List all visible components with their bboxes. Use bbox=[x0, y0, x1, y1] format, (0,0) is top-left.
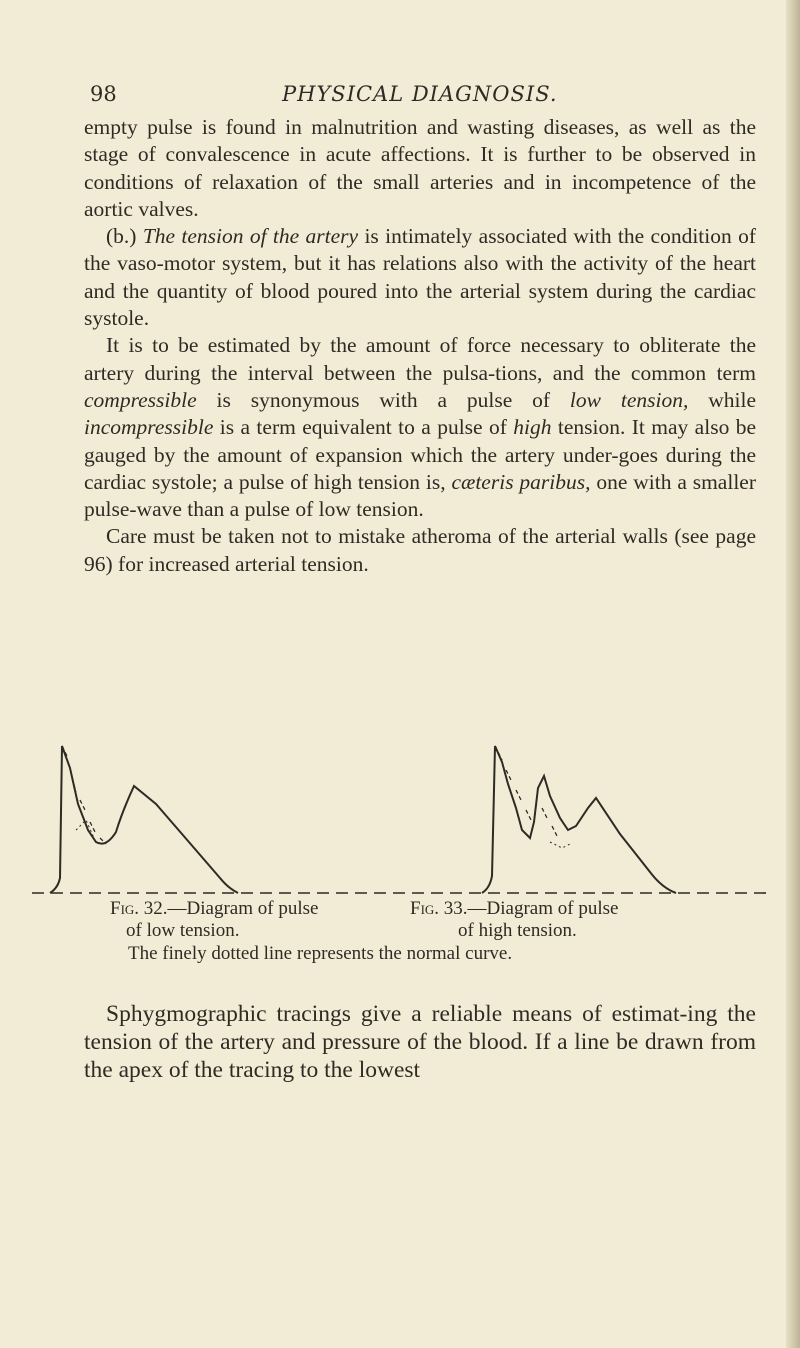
fig33-title: 33.—Diagram of pulse bbox=[443, 898, 619, 919]
term-high: high bbox=[513, 415, 552, 440]
fig33-tracing bbox=[482, 746, 676, 893]
fig32-title: 32.—Diagram of pulse bbox=[143, 898, 319, 919]
text-run: It is to be estimated by the amount of force necessary to obliterate the artery during the interval between the pulsa-tions, and the common term bbox=[84, 333, 756, 385]
term-low-tension: low tension, bbox=[569, 387, 689, 412]
paragraph-atheroma: Care must be taken not to mistake atheroma of the arterial walls (see page 96) for increased arterial tension. bbox=[84, 524, 756, 576]
fig32-caption-line1 bbox=[110, 898, 380, 920]
fig32-pulse-curve bbox=[50, 746, 238, 893]
paragraph-sphygmographic: Sphygmographic tracings give a reliable means of estimat-ing the tension of the artery and pressure of the blood. If a line be drawn from the apex of the tracing to the lowest bbox=[84, 1001, 756, 1083]
text-run: tension. It may also be gauged by the amount of expansion which the artery under-goes during the cardiac systole; a pulse of high tension is, bbox=[84, 415, 756, 494]
fig32-tracing bbox=[50, 746, 238, 893]
section-label: (b.) bbox=[106, 224, 137, 249]
text-run: while bbox=[688, 387, 757, 412]
page-edge bbox=[786, 0, 800, 1348]
pulse-diagrams-svg bbox=[30, 738, 770, 898]
fig33-caption-line1 bbox=[410, 898, 730, 920]
running-head: PHYSICAL DIAGNOSIS. bbox=[282, 82, 558, 106]
section-title: The tension of the artery bbox=[142, 224, 359, 249]
figure-note: The finely dotted line represents the normal curve. bbox=[128, 943, 513, 964]
fig33-label: Fig. bbox=[410, 898, 440, 919]
term-incompressible: incompressible bbox=[84, 415, 214, 440]
paragraph-tension-text: is intimately associated with the condition of the vaso-motor system, but it has relations also with the activity of the heart and the quantity of blood poured into the arterial system during the cardiac systole. bbox=[84, 224, 757, 331]
body-text-upper bbox=[84, 114, 756, 578]
fig32-caption-line2: of low tension. bbox=[126, 920, 240, 941]
text-run: is a term equivalent to a pulse of bbox=[213, 415, 514, 440]
paragraph-estimation bbox=[84, 332, 756, 523]
fig33-caption bbox=[410, 898, 730, 942]
body-text-lower bbox=[84, 1000, 756, 1084]
fig32-caption bbox=[110, 898, 380, 942]
fig32-label: Fig. bbox=[110, 898, 140, 919]
paragraph-empty-pulse: empty pulse is found in malnutrition and wasting diseases, as well as the stage of convalescence in acute affections. It is further to be observed in conditions of relaxation of the small arteries and in incompetence of the aortic valves. bbox=[84, 115, 756, 221]
fig32-normal-curve-dotted bbox=[62, 746, 106, 844]
text-run: is synonymous with a pulse of bbox=[196, 387, 570, 412]
term-caeteris-paribus: cæteris paribus, bbox=[451, 469, 591, 494]
page-header bbox=[0, 82, 800, 112]
text-run: one with a smaller pulse-wave than a pulse of low tension. bbox=[84, 469, 756, 522]
term-compressible: compressible bbox=[84, 387, 197, 412]
fig33-caption-line2: of high tension. bbox=[458, 920, 577, 941]
page-number: 98 bbox=[90, 82, 117, 106]
figure-pulse-diagrams bbox=[30, 738, 770, 1010]
paragraph-tension bbox=[84, 223, 756, 332]
fig33-pulse-curve bbox=[482, 746, 676, 893]
fig33-normal-curve-notch bbox=[550, 842, 570, 848]
